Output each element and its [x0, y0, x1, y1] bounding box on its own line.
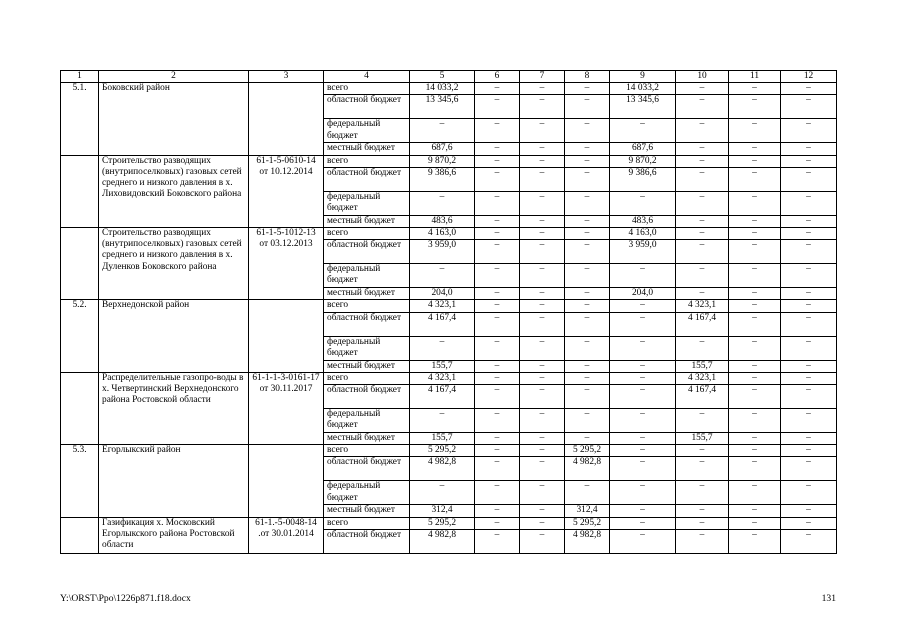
value-cell: – — [475, 385, 520, 409]
value-cell: – — [676, 119, 729, 143]
value-cell: 687,6 — [610, 143, 676, 155]
value-cell: – — [520, 300, 565, 312]
value-cell: – — [676, 228, 729, 240]
value-cell: – — [729, 215, 781, 227]
funding-source: федеральный бюджет — [324, 119, 410, 143]
value-cell: – — [781, 481, 837, 505]
value-cell: – — [475, 83, 520, 95]
value-cell: – — [729, 240, 781, 264]
value-cell: – — [781, 155, 837, 167]
value-cell: – — [520, 191, 565, 215]
value-cell: 204,0 — [610, 288, 676, 300]
value-cell: 204,0 — [410, 288, 475, 300]
value-cell: – — [520, 409, 565, 433]
value-cell: 4 982,8 — [410, 529, 475, 553]
funding-source: всего — [324, 83, 410, 95]
funding-source: федеральный бюджет — [324, 191, 410, 215]
value-cell: – — [676, 529, 729, 553]
value-cell: – — [410, 409, 475, 433]
value-cell: – — [729, 517, 781, 529]
value-cell: – — [610, 457, 676, 481]
value-cell: – — [520, 457, 565, 481]
value-cell: – — [475, 228, 520, 240]
document-code — [249, 445, 324, 517]
value-cell: – — [676, 445, 729, 457]
value-cell: – — [610, 517, 676, 529]
value-cell: 3 959,0 — [410, 240, 475, 264]
value-cell: 687,6 — [410, 143, 475, 155]
value-cell: – — [676, 457, 729, 481]
value-cell: 9 386,6 — [610, 167, 676, 191]
value-cell: – — [781, 409, 837, 433]
value-cell: – — [565, 433, 610, 445]
funding-source: всего — [324, 228, 410, 240]
value-cell: – — [781, 505, 837, 517]
value-cell: – — [781, 83, 837, 95]
value-cell: – — [520, 433, 565, 445]
value-cell: – — [410, 191, 475, 215]
value-cell: – — [565, 264, 610, 288]
value-cell: 155,7 — [410, 360, 475, 372]
value-cell: – — [729, 228, 781, 240]
value-cell: – — [520, 517, 565, 529]
value-cell: 4 323,1 — [676, 372, 729, 384]
value-cell: – — [475, 529, 520, 553]
value-cell: 3 959,0 — [610, 240, 676, 264]
value-cell: – — [676, 288, 729, 300]
value-cell: – — [410, 481, 475, 505]
funding-source: местный бюджет — [324, 143, 410, 155]
value-cell: – — [676, 191, 729, 215]
value-cell: – — [565, 167, 610, 191]
value-cell: – — [475, 312, 520, 336]
funding-source: областной бюджет — [324, 529, 410, 553]
funding-source: местный бюджет — [324, 288, 410, 300]
footer-file-path: Y:\ORST\Ppo\1226p871.f18.docx — [60, 593, 191, 604]
funding-source: федеральный бюджет — [324, 336, 410, 360]
value-cell: – — [520, 505, 565, 517]
column-header-2: 2 — [99, 71, 249, 83]
value-cell: – — [729, 445, 781, 457]
funding-source: всего — [324, 445, 410, 457]
value-cell: – — [781, 288, 837, 300]
value-cell: – — [729, 300, 781, 312]
item-number — [61, 517, 99, 553]
value-cell: – — [475, 372, 520, 384]
item-name: Строительство разводящих (внутрипоселковых) газовых сетей среднего и низкого давления в х. Дуленков Боковского района — [99, 228, 249, 300]
funding-source: областной бюджет — [324, 312, 410, 336]
value-cell: – — [565, 95, 610, 119]
value-cell: – — [520, 155, 565, 167]
value-cell: – — [520, 445, 565, 457]
value-cell: – — [475, 215, 520, 227]
value-cell: – — [520, 240, 565, 264]
document-code: 61-1-5-1012-13 от 03.12.2013 — [249, 228, 324, 300]
value-cell: – — [676, 83, 729, 95]
value-cell: – — [781, 240, 837, 264]
value-cell: – — [729, 95, 781, 119]
value-cell: – — [676, 517, 729, 529]
value-cell: – — [729, 360, 781, 372]
value-cell: – — [565, 240, 610, 264]
funding-source: областной бюджет — [324, 240, 410, 264]
value-cell: – — [729, 264, 781, 288]
value-cell: 4 982,8 — [565, 457, 610, 481]
value-cell: 5 295,2 — [410, 445, 475, 457]
item-name: Боковский район — [99, 83, 249, 155]
value-cell: – — [475, 360, 520, 372]
value-cell: – — [520, 481, 565, 505]
document-code: 61-1.-5-0048-14 .от 30.01.2014 — [249, 517, 324, 553]
item-number: 5.1. — [61, 83, 99, 155]
value-cell: – — [565, 312, 610, 336]
document-code — [249, 300, 324, 372]
value-cell: – — [781, 529, 837, 553]
item-number: 5.2. — [61, 300, 99, 372]
funding-source: местный бюджет — [324, 215, 410, 227]
value-cell: 155,7 — [676, 360, 729, 372]
table-row — [61, 300, 837, 312]
value-cell: 14 033,2 — [410, 83, 475, 95]
value-cell: – — [781, 143, 837, 155]
value-cell: – — [410, 336, 475, 360]
value-cell: 5 295,2 — [565, 445, 610, 457]
value-cell: – — [729, 288, 781, 300]
footer-page-number: 131 — [821, 593, 836, 604]
value-cell: – — [475, 433, 520, 445]
value-cell: 5 295,2 — [565, 517, 610, 529]
column-header-10: 10 — [676, 71, 729, 83]
value-cell: – — [565, 409, 610, 433]
value-cell: – — [610, 336, 676, 360]
budget-table — [60, 70, 837, 554]
value-cell: – — [410, 264, 475, 288]
value-cell: 9 870,2 — [610, 155, 676, 167]
value-cell: 4 982,8 — [410, 457, 475, 481]
value-cell: – — [565, 481, 610, 505]
value-cell: – — [781, 191, 837, 215]
item-number: 5.3. — [61, 445, 99, 517]
value-cell: 13 345,6 — [610, 95, 676, 119]
item-name: Егорлыкский район — [99, 445, 249, 517]
funding-source: федеральный бюджет — [324, 409, 410, 433]
value-cell: – — [475, 288, 520, 300]
value-cell: – — [520, 167, 565, 191]
value-cell: – — [781, 336, 837, 360]
value-cell: 9 870,2 — [410, 155, 475, 167]
value-cell: – — [729, 312, 781, 336]
document-code: 61-1-1-3-0161-17 от 30.11.2017 — [249, 372, 324, 444]
value-cell: 155,7 — [676, 433, 729, 445]
funding-source: областной бюджет — [324, 95, 410, 119]
item-number — [61, 155, 99, 227]
value-cell: – — [781, 385, 837, 409]
value-cell: – — [520, 143, 565, 155]
value-cell: – — [729, 409, 781, 433]
value-cell: – — [610, 445, 676, 457]
value-cell: 13 345,6 — [410, 95, 475, 119]
value-cell: – — [475, 143, 520, 155]
table-row — [61, 517, 837, 529]
item-number — [61, 372, 99, 444]
value-cell: – — [729, 481, 781, 505]
value-cell: – — [475, 505, 520, 517]
value-cell: – — [475, 264, 520, 288]
value-cell: – — [475, 445, 520, 457]
value-cell: – — [610, 481, 676, 505]
value-cell: – — [781, 215, 837, 227]
value-cell: – — [565, 143, 610, 155]
document-code: 61-1-5-0610-14 от 10.12.2014 — [249, 155, 324, 227]
funding-source: всего — [324, 372, 410, 384]
value-cell: – — [729, 83, 781, 95]
funding-source: всего — [324, 517, 410, 529]
value-cell: 4 167,4 — [410, 312, 475, 336]
value-cell: 4 323,1 — [410, 300, 475, 312]
value-cell: – — [565, 83, 610, 95]
value-cell: – — [729, 167, 781, 191]
value-cell: – — [565, 215, 610, 227]
value-cell: – — [781, 95, 837, 119]
value-cell: – — [475, 191, 520, 215]
value-cell: – — [610, 119, 676, 143]
funding-source: всего — [324, 155, 410, 167]
column-header-7: 7 — [520, 71, 565, 83]
value-cell: – — [781, 360, 837, 372]
column-header-6: 6 — [475, 71, 520, 83]
value-cell: 4 163,0 — [610, 228, 676, 240]
value-cell: – — [520, 288, 565, 300]
value-cell: – — [610, 433, 676, 445]
value-cell: – — [520, 529, 565, 553]
value-cell: – — [781, 167, 837, 191]
value-cell: – — [781, 300, 837, 312]
value-cell: – — [610, 409, 676, 433]
table-row — [61, 155, 837, 167]
value-cell: – — [565, 360, 610, 372]
column-header-3: 3 — [249, 71, 324, 83]
value-cell: – — [676, 336, 729, 360]
value-cell: 5 295,2 — [410, 517, 475, 529]
value-cell: – — [475, 481, 520, 505]
document-code — [249, 83, 324, 155]
funding-source: местный бюджет — [324, 505, 410, 517]
value-cell: – — [565, 336, 610, 360]
value-cell: – — [676, 215, 729, 227]
column-header-4: 4 — [324, 71, 410, 83]
value-cell: – — [781, 228, 837, 240]
value-cell: – — [565, 119, 610, 143]
funding-source: областной бюджет — [324, 167, 410, 191]
value-cell: 14 033,2 — [610, 83, 676, 95]
value-cell: – — [676, 409, 729, 433]
value-cell: – — [565, 300, 610, 312]
value-cell: – — [520, 95, 565, 119]
value-cell: – — [565, 228, 610, 240]
value-cell: – — [475, 167, 520, 191]
item-number — [61, 228, 99, 300]
column-header-12: 12 — [781, 71, 837, 83]
value-cell: – — [610, 191, 676, 215]
value-cell: – — [520, 228, 565, 240]
value-cell: – — [676, 264, 729, 288]
value-cell: – — [520, 336, 565, 360]
value-cell: – — [520, 360, 565, 372]
table-row — [61, 445, 837, 457]
value-cell: – — [676, 155, 729, 167]
value-cell: – — [475, 336, 520, 360]
value-cell: – — [729, 385, 781, 409]
item-name: Распределительные газопро-воды в х. Четвертинский Верхнедонского района Ростовской области — [99, 372, 249, 444]
value-cell: – — [520, 119, 565, 143]
value-cell: – — [676, 240, 729, 264]
value-cell: – — [729, 119, 781, 143]
item-name: Верхнедонской район — [99, 300, 249, 372]
value-cell: – — [475, 95, 520, 119]
value-cell: 483,6 — [410, 215, 475, 227]
value-cell: – — [475, 457, 520, 481]
value-cell: – — [475, 409, 520, 433]
value-cell: – — [729, 191, 781, 215]
value-cell: – — [676, 481, 729, 505]
item-name: Строительство разводящих (внутрипоселковых) газовых сетей среднего и низкого давления в х. Лиховидовский Боковского района — [99, 155, 249, 227]
value-cell: 9 386,6 — [410, 167, 475, 191]
value-cell: – — [781, 119, 837, 143]
value-cell: 4 163,0 — [410, 228, 475, 240]
value-cell: 155,7 — [410, 433, 475, 445]
funding-source: всего — [324, 300, 410, 312]
value-cell: – — [676, 143, 729, 155]
funding-source: федеральный бюджет — [324, 264, 410, 288]
value-cell: – — [781, 312, 837, 336]
column-header-8: 8 — [565, 71, 610, 83]
value-cell: 4 167,4 — [410, 385, 475, 409]
value-cell: – — [610, 385, 676, 409]
column-header-5: 5 — [410, 71, 475, 83]
column-header-11: 11 — [729, 71, 781, 83]
funding-source: местный бюджет — [324, 433, 410, 445]
value-cell: – — [781, 372, 837, 384]
value-cell: 312,4 — [565, 505, 610, 517]
value-cell: – — [520, 215, 565, 227]
value-cell: – — [610, 372, 676, 384]
value-cell: – — [729, 529, 781, 553]
value-cell: – — [475, 240, 520, 264]
value-cell: – — [610, 312, 676, 336]
value-cell: – — [565, 191, 610, 215]
value-cell: – — [729, 433, 781, 445]
value-cell: – — [610, 264, 676, 288]
funding-source: областной бюджет — [324, 385, 410, 409]
table-row — [61, 83, 837, 95]
value-cell: – — [781, 264, 837, 288]
funding-source: областной бюджет — [324, 457, 410, 481]
value-cell: – — [781, 517, 837, 529]
value-cell: 4 167,4 — [676, 312, 729, 336]
value-cell: 312,4 — [410, 505, 475, 517]
document-sheet — [60, 70, 836, 554]
value-cell: 4 982,8 — [565, 529, 610, 553]
funding-source: местный бюджет — [324, 360, 410, 372]
value-cell: – — [475, 155, 520, 167]
value-cell: – — [729, 336, 781, 360]
value-cell: – — [729, 505, 781, 517]
value-cell: – — [729, 457, 781, 481]
value-cell: – — [520, 312, 565, 336]
value-cell: 4 323,1 — [676, 300, 729, 312]
value-cell: – — [475, 119, 520, 143]
column-header-1: 1 — [61, 71, 99, 83]
funding-source: федеральный бюджет — [324, 481, 410, 505]
item-name: Газификация х. Московский Егорлыкского района Ростовской области — [99, 517, 249, 553]
table-header — [61, 71, 837, 83]
value-cell: – — [610, 360, 676, 372]
value-cell: – — [565, 372, 610, 384]
value-cell: 4 167,4 — [676, 385, 729, 409]
value-cell: – — [676, 505, 729, 517]
value-cell: – — [520, 83, 565, 95]
value-cell: – — [565, 288, 610, 300]
value-cell: – — [781, 445, 837, 457]
value-cell: – — [410, 119, 475, 143]
value-cell: – — [676, 167, 729, 191]
value-cell: – — [729, 155, 781, 167]
value-cell: – — [676, 95, 729, 119]
table-row — [61, 228, 837, 240]
value-cell: 4 323,1 — [410, 372, 475, 384]
column-header-9: 9 — [610, 71, 676, 83]
value-cell: – — [781, 433, 837, 445]
value-cell: – — [475, 517, 520, 529]
value-cell: – — [610, 529, 676, 553]
value-cell: – — [475, 300, 520, 312]
value-cell: – — [520, 385, 565, 409]
value-cell: – — [565, 385, 610, 409]
value-cell: – — [610, 300, 676, 312]
value-cell: – — [729, 372, 781, 384]
value-cell: – — [781, 457, 837, 481]
value-cell: – — [520, 372, 565, 384]
table-body — [61, 83, 837, 554]
value-cell: – — [729, 143, 781, 155]
value-cell: 483,6 — [610, 215, 676, 227]
value-cell: – — [520, 264, 565, 288]
table-row — [61, 372, 837, 384]
value-cell: – — [610, 505, 676, 517]
value-cell: – — [565, 155, 610, 167]
